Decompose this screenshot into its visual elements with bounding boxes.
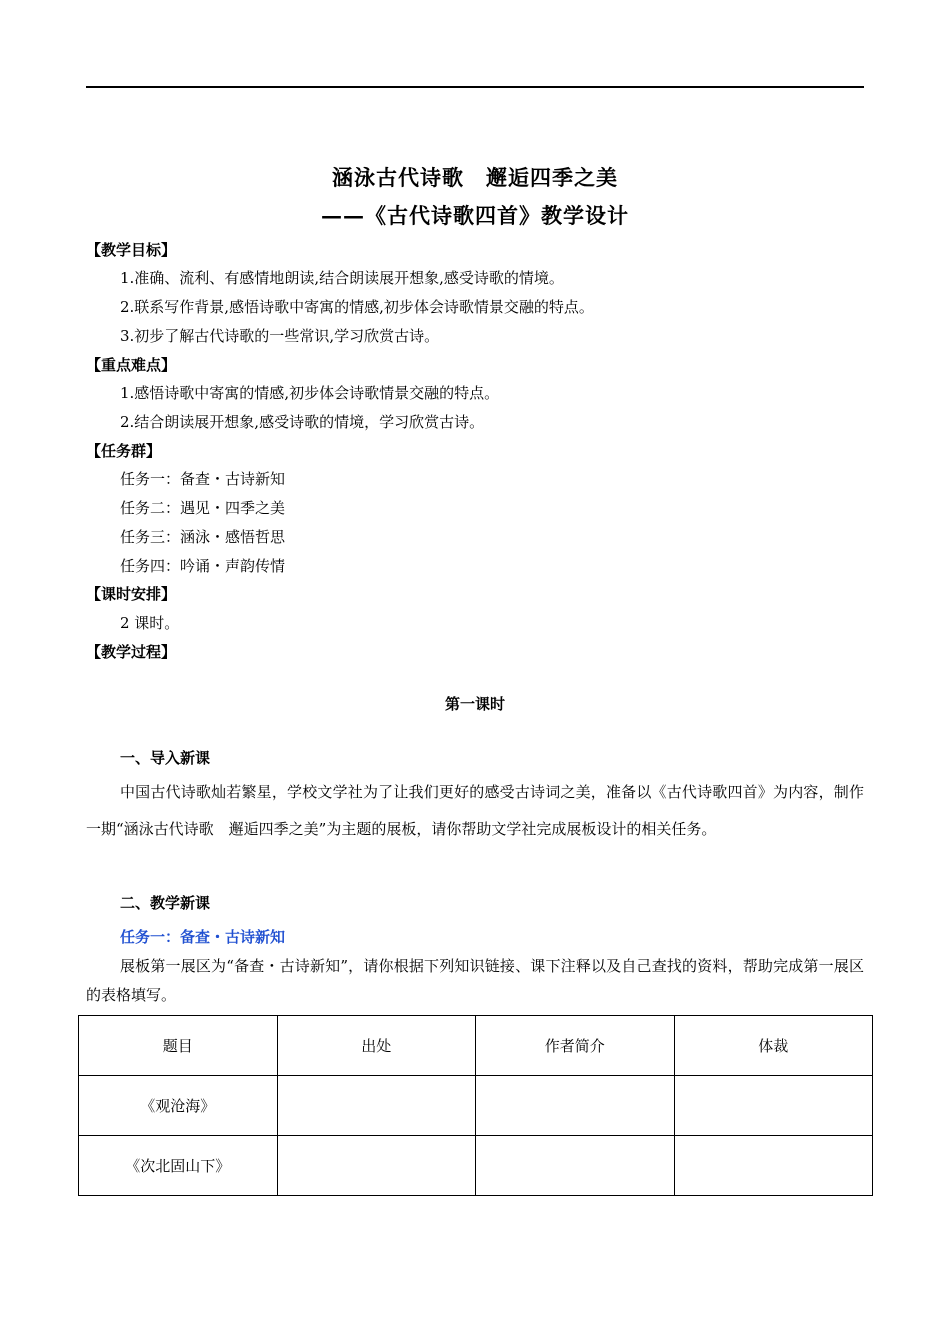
- task-paragraph: 展板第一展区为“备查・古诗新知”，请你根据下列知识链接、课下注释以及自己查找的资料，帮助完成第一展区的表格填写。: [86, 957, 864, 1004]
- document-title: 涵泳古代诗歌 邂逅四季之美: [332, 165, 618, 190]
- process-heading: 【教学过程】: [86, 643, 177, 661]
- header-rule: [86, 86, 864, 88]
- key-point-item: 2.结合朗读展开想象,感受诗歌的情境，学习欣赏古诗。: [120, 413, 485, 431]
- table-header-cell: 体裁: [674, 1016, 873, 1076]
- key-points-heading: 【重点难点】: [86, 356, 177, 374]
- schedule-text: 2 课时。: [120, 614, 180, 632]
- table-cell: 《次北固山下》: [79, 1136, 278, 1196]
- table-row: [79, 1136, 873, 1196]
- objective-item: 3.初步了解古代诗歌的一些常识,学习欣赏古诗。: [120, 327, 440, 345]
- objective-item: 2.联系写作背景,感悟诗歌中寄寓的情感,初步体会诗歌情景交融的特点。: [120, 298, 594, 316]
- tasks-heading: 【任务群】: [86, 442, 162, 460]
- task-item: 任务三：涵泳・感悟哲思: [120, 528, 286, 546]
- table-cell: [277, 1136, 476, 1196]
- section-title: 二、教学新课: [120, 894, 211, 912]
- task-item: 任务一：备查・古诗新知: [120, 470, 286, 488]
- table-cell: [277, 1076, 476, 1136]
- table-cell: [674, 1136, 873, 1196]
- poem-info-table: [78, 1015, 873, 1196]
- task-item: 任务四：吟诵・声韵传情: [120, 557, 286, 575]
- lesson-title: 第一课时: [444, 695, 505, 713]
- table-header-cell: 出处: [277, 1016, 476, 1076]
- task-item: 任务二：遇见・四季之美: [120, 499, 286, 517]
- table-cell: [674, 1076, 873, 1136]
- document-subtitle: ——《古代诗歌四首》教学设计: [321, 203, 629, 228]
- objectives-heading: 【教学目标】: [86, 241, 177, 259]
- table-header-cell: 题目: [79, 1016, 278, 1076]
- table-cell: [476, 1076, 675, 1136]
- table-cell: [476, 1136, 675, 1196]
- table-cell: 《观沧海》: [79, 1076, 278, 1136]
- table-header-cell: 作者简介: [476, 1016, 675, 1076]
- schedule-heading: 【课时安排】: [86, 585, 177, 603]
- table-header-row: [79, 1016, 873, 1076]
- task-title: 任务一：备查・古诗新知: [120, 928, 286, 946]
- section-paragraph: 中国古代诗歌灿若繁星，学校文学社为了让我们更好的感受古诗词之美，准备以《古代诗歌四首》为内容，制作一期“涵泳古代诗歌 邂逅四季之美”为主题的展板，请你帮助文学社完成展板设计的相关任务。: [86, 783, 864, 838]
- table-row: [79, 1076, 873, 1136]
- objective-item: 1.准确、流利、有感情地朗读,结合朗读展开想象,感受诗歌的情境。: [120, 269, 564, 287]
- key-point-item: 1.感悟诗歌中寄寓的情感,初步体会诗歌情景交融的特点。: [120, 384, 500, 402]
- section-title: 一、导入新课: [120, 749, 211, 767]
